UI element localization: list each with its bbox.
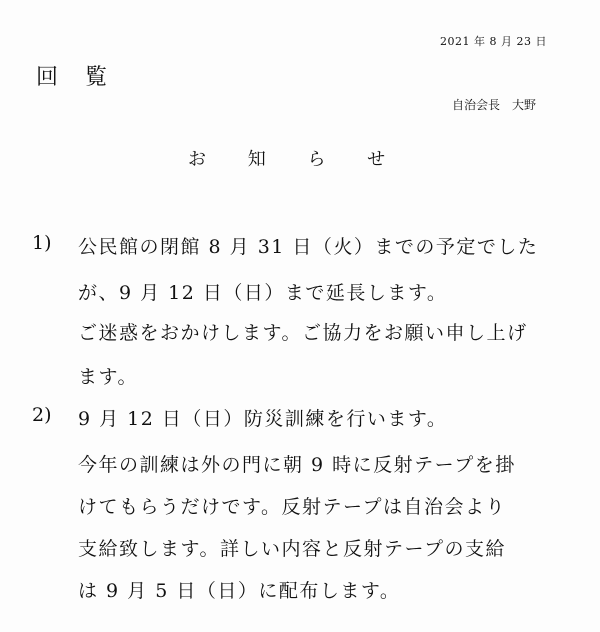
circular-label: 回 覧 [36, 65, 117, 90]
item-line: 支給致します。詳しい内容と反射テープの支給 [78, 538, 507, 560]
sender-name: 自治会長 大野 [452, 98, 537, 112]
item-line: が、9 月 12 日（日）まで延長します。 [78, 282, 448, 304]
item-number: 1) [32, 232, 52, 254]
item-line: ご迷惑をおかけします。ご協力をお願い申し上げ [78, 322, 528, 344]
item-line: は 9 月 5 日（日）に配布します。 [78, 580, 401, 602]
item-line: 9 月 12 日（日）防災訓練を行います。 [78, 408, 448, 430]
item-line: けてもらうだけです。反射テープは自治会より [78, 496, 507, 518]
item-line: 公民館の閉館 8 月 31 日（火）までの予定でした [78, 236, 539, 258]
document-date: 2021 年 8 月 23 日 [440, 35, 547, 48]
document-title: お 知 ら せ [188, 149, 404, 170]
item-line: 今年の訓練は外の門に朝 9 時に反射テープを掛 [78, 454, 516, 476]
item-line: ます。 [78, 366, 138, 388]
item-number: 2) [32, 404, 52, 426]
